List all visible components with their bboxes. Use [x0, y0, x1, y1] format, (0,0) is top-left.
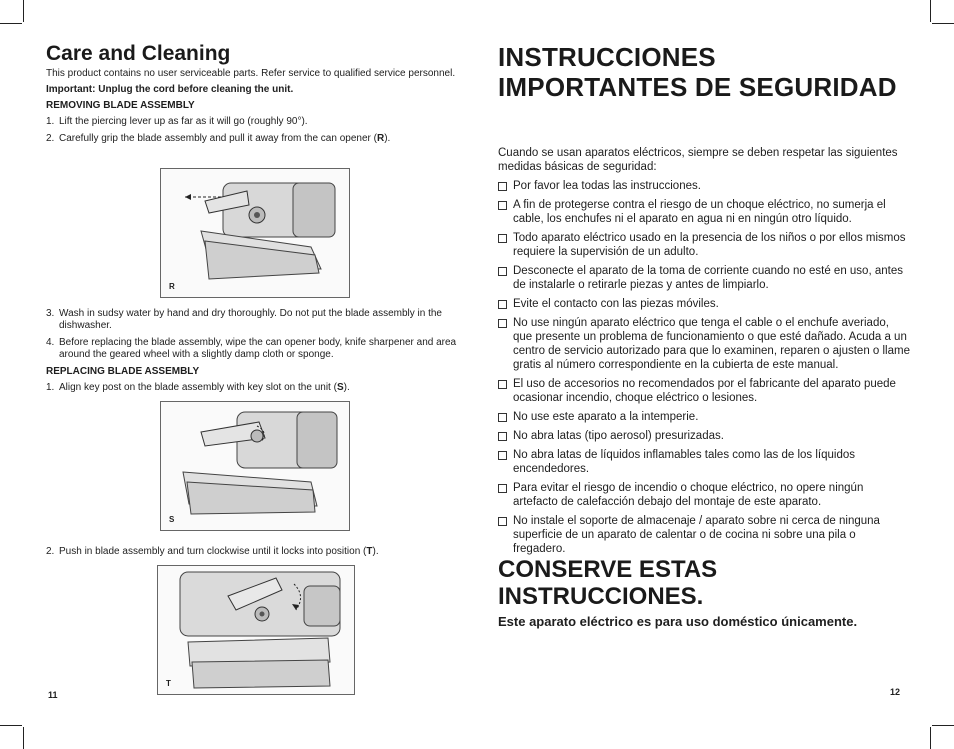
replacing-steps-cont	[46, 546, 458, 558]
figure-label: R	[169, 282, 175, 291]
right-page	[498, 42, 910, 561]
step-item	[46, 308, 458, 332]
crop-mark	[0, 23, 22, 24]
step-text: Before replacing the blade assembly, wipe the can opener body, knife sharpener and area around the geared wheel with a slightly damp cloth or sponge.	[59, 337, 457, 360]
safety-item-text: No use ningún aparato eléctrico que tenga el cable o el enchufe averiado, que presente un problema de funcionamiento o que esté dañado. Acuda a un centro de servicio autorizado para que lo examinen, reparen o ajusten o llame gratis al número correspondiente en la cubierta de este manual.	[513, 317, 910, 371]
step-number: 4.	[46, 337, 55, 348]
step-text-part: ).	[343, 382, 350, 393]
safety-item-text: Para evitar el riesgo de incendio o choque eléctrico, no opere ningún artefacto de calefacción debajo del montaje de este aparato.	[513, 482, 864, 508]
checkbox-bullet-icon	[498, 182, 507, 191]
step-item	[46, 337, 458, 361]
can-opener-drawing	[158, 566, 354, 694]
safety-item-text: Evite el contacto con las piezas móviles.	[513, 298, 719, 310]
crop-mark	[23, 0, 24, 22]
page-number: 11	[48, 690, 58, 700]
safety-intro: Cuando se usan aparatos eléctricos, siempre se deben respetar las siguientes medidas básicas de seguridad:	[498, 147, 898, 173]
checkbox-bullet-icon	[498, 413, 507, 422]
figure-label: S	[169, 515, 175, 524]
figure-ref: S	[336, 382, 344, 393]
safety-item	[498, 429, 910, 443]
replacing-steps	[46, 382, 458, 394]
safety-item-text: No abra latas de líquidos inflamables tales como las de los líquidos encendedores.	[513, 449, 855, 475]
checkbox-bullet-icon	[498, 319, 507, 328]
conserve-block	[498, 556, 758, 610]
safety-item-text: El uso de accesorios no recomendados por el fabricante del aparato puede ocasionar incendio, choque eléctrico o lesiones.	[513, 378, 896, 404]
step-text	[59, 546, 458, 558]
safety-item-text: No instale el soporte de almacenaje / aparato sobre ni cerca de ninguna superficie de un aparato de calentar o de cocina ni sobre una pila o fregadero.	[513, 515, 880, 555]
figure-ref: T	[366, 546, 373, 557]
safety-item-text: No use este aparato a la intemperie.	[513, 411, 699, 423]
figure-t-illustration	[157, 565, 355, 695]
final-note-block	[498, 614, 918, 629]
step-text: Lift the piercing lever up as far as it will go (roughly 90°).	[59, 116, 308, 127]
checkbox-bullet-icon	[498, 201, 507, 210]
safety-item-text: A fin de protegerse contra el riesgo de un choque eléctrico, no sumerja el cable, los enchufes ni el aparato en agua ni en ningún otro líquido.	[513, 199, 886, 225]
safety-item-text: Por favor lea todas las instrucciones.	[513, 180, 701, 192]
crop-mark	[23, 727, 24, 749]
crop-mark	[932, 23, 954, 24]
checkbox-bullet-icon	[498, 380, 507, 389]
care-intro: This product contains no user serviceable parts. Refer service to qualified service personnel.	[46, 68, 456, 79]
can-opener-drawing	[161, 402, 349, 530]
care-heading: Care and Cleaning	[46, 42, 231, 65]
figure-r-illustration	[160, 168, 350, 298]
cleaning-steps	[46, 308, 458, 361]
safety-item	[498, 231, 910, 259]
crop-mark	[932, 725, 954, 726]
step-text-part: ).	[384, 133, 391, 144]
step-text	[59, 133, 458, 145]
step-item	[46, 382, 458, 394]
safety-item	[498, 198, 910, 226]
step-text	[59, 382, 458, 394]
checkbox-bullet-icon	[498, 451, 507, 460]
step-text-part: Carefully grip the blade assembly and pull it away from the can opener (	[59, 133, 377, 144]
step-number: 2.	[46, 546, 55, 557]
replacing-step-2-section	[46, 546, 458, 563]
step-number: 2.	[46, 133, 55, 144]
safety-item	[498, 448, 910, 476]
safety-item	[498, 179, 910, 193]
safety-item	[498, 297, 910, 311]
step-number: 1.	[46, 116, 55, 127]
cleaning-section	[46, 308, 458, 399]
safety-heading: INSTRUCCIONES IMPORTANTES DE SEGURIDAD	[498, 42, 897, 102]
safety-item	[498, 410, 910, 424]
step-number: 3.	[46, 308, 55, 319]
figure-label: T	[166, 679, 171, 688]
safety-list	[498, 179, 910, 556]
checkbox-bullet-icon	[498, 234, 507, 243]
removing-steps	[46, 116, 458, 145]
conserve-heading: CONSERVE ESTAS INSTRUCCIONES.	[498, 556, 718, 610]
can-opener-drawing	[161, 169, 349, 297]
removing-heading: REMOVING BLADE ASSEMBLY	[46, 100, 195, 111]
checkbox-bullet-icon	[498, 300, 507, 309]
safety-item	[498, 377, 910, 405]
step-number: 1.	[46, 382, 55, 393]
checkbox-bullet-icon	[498, 267, 507, 276]
page-number: 12	[890, 687, 901, 697]
figure-ref: R	[376, 133, 385, 144]
step-item	[46, 546, 458, 558]
safety-item	[498, 481, 910, 509]
figure-s-illustration	[160, 401, 350, 531]
step-item	[46, 116, 458, 128]
crop-mark	[930, 0, 931, 22]
step-text-part: Align key post on the blade assembly with key slot on the unit (	[59, 382, 337, 393]
safety-item	[498, 514, 910, 556]
checkbox-bullet-icon	[498, 484, 507, 493]
domestic-use-note: Este aparato eléctrico es para uso doméstico únicamente.	[498, 614, 858, 629]
step-text: Wash in sudsy water by hand and dry thoroughly. Do not put the blade assembly in the dishwasher.	[59, 308, 442, 331]
safety-item-text: Todo aparato eléctrico usado en la presencia de los niños o por ellos mismos requiere la supervisión de un adulto.	[513, 232, 906, 258]
checkbox-bullet-icon	[498, 432, 507, 441]
step-item	[46, 133, 458, 145]
important-note: Important: Unplug the cord before cleaning the unit.	[46, 84, 294, 95]
safety-item	[498, 264, 910, 292]
crop-mark	[0, 725, 22, 726]
safety-item-text: No abra latas (tipo aerosol) presurizadas.	[513, 430, 724, 442]
step-text-part: ).	[372, 546, 379, 557]
left-page	[46, 42, 458, 150]
crop-mark	[930, 727, 931, 749]
safety-item	[498, 316, 910, 372]
step-text-part: Push in blade assembly and turn clockwise until it locks into position (	[59, 546, 367, 557]
safety-item-text: Desconecte el aparato de la toma de corriente cuando no esté en uso, antes de instalarle o retirarle piezas y antes de limpiarlo.	[513, 265, 903, 291]
replacing-heading: REPLACING BLADE ASSEMBLY	[46, 366, 200, 377]
checkbox-bullet-icon	[498, 517, 507, 526]
